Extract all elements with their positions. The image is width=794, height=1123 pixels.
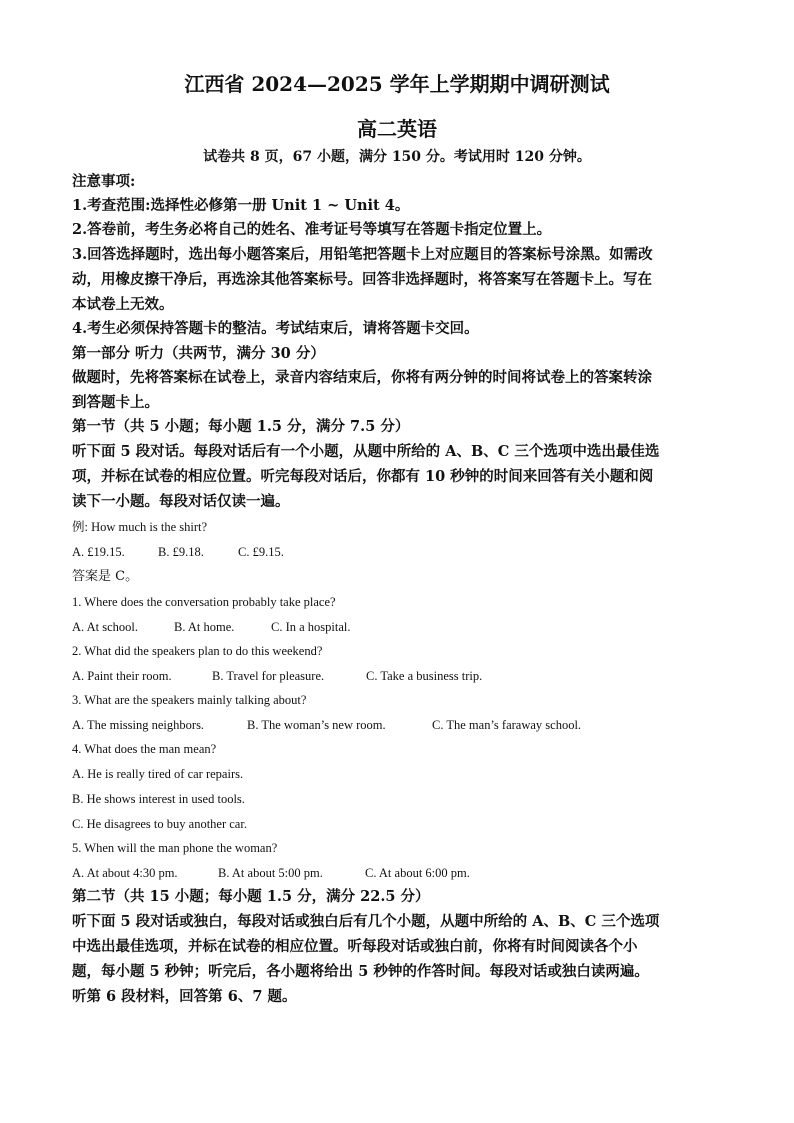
note-3-line-3: 本试卷上无效。 bbox=[72, 296, 174, 313]
example-option-c: C. £9.15. bbox=[238, 545, 284, 559]
section1-intro-line-2: 项，并标在试卷的相应位置。听完每段对话后，你都有 10 秒钟的时间来回答有关小题和阅 bbox=[72, 468, 654, 485]
notes-heading: 注意事项: bbox=[72, 173, 136, 190]
note-4: 4.考生必须保持答题卡的整洁。考试结束后，请将答题卡交回。 bbox=[72, 320, 479, 337]
exam-info: 试卷共 8 页，67 小题，满分 150 分。考试用时 120 分钟。 bbox=[203, 149, 591, 165]
question-2-option-c: C. Take a business trip. bbox=[366, 669, 483, 683]
section1-intro-line-3: 读下一小题。每段对话仅读一遍。 bbox=[72, 493, 290, 510]
question-2-option-a: A. Paint their room. bbox=[72, 669, 172, 683]
section2-intro-line-4: 听第 6 段材料，回答第 6、7 题。 bbox=[72, 988, 297, 1005]
note-3-line-2: 动，用橡皮擦干净后，再选涂其他答案标号。回答非选择题时，将答案写在答题卡上。写在 bbox=[72, 271, 652, 288]
example-option-b: B. £9.18. bbox=[158, 545, 204, 559]
section1-heading: 第一节（共 5 小题；每小题 1.5 分，满分 7.5 分） bbox=[72, 418, 410, 435]
section2-intro-line-3: 题，每小题 5 秒钟；听完后，各小题将给出 5 秒钟的作答时间。每段对话或独白读两遍。 bbox=[72, 963, 649, 980]
question-3-option-c: C. The man’s faraway school. bbox=[432, 718, 582, 732]
section2-intro-line-2: 中选出最佳选项，并标在试卷的相应位置。听每段对话或独白前，你将有时间阅读各个小 bbox=[72, 938, 638, 955]
section2-intro-line-1: 听下面 5 段对话或独白，每段对话或独白后有几个小题，从题中所给的 A、B、C 三个选项 bbox=[72, 913, 660, 930]
exam-title: 江西省 2024—2025 学年上学期期中调研测试 bbox=[184, 72, 610, 96]
note-2: 2.答卷前，考生务必将自己的姓名、准考证号等填写在答题卡指定位置上。 bbox=[72, 221, 552, 238]
example-question: 例: How much is the shirt? bbox=[72, 520, 208, 534]
question-4-option-b: B. He shows interest in used tools. bbox=[72, 792, 245, 806]
exam-subject: 高二英语 bbox=[357, 117, 437, 141]
question-4-option-a: A. He is really tired of car repairs. bbox=[72, 767, 244, 781]
question-2-option-b: B. Travel for pleasure. bbox=[212, 669, 325, 683]
question-3-option-a: A. The missing neighbors. bbox=[72, 718, 205, 732]
part1-intro-line-2: 到答题卡上。 bbox=[72, 394, 159, 411]
question-2: 2. What did the speakers plan to do this weekend? bbox=[72, 644, 323, 658]
note-3-line-1: 3.回答选择题时，选出每小题答案后，用铅笔把答题卡上对应题目的答案标号涂黑。如需改 bbox=[72, 246, 653, 263]
question-1: 1. Where does the conversation probably take place? bbox=[72, 595, 336, 609]
question-4-option-c: C. He disagrees to buy another car. bbox=[72, 817, 247, 831]
question-1-option-b: B. At home. bbox=[174, 620, 235, 634]
question-1-option-c: C. In a hospital. bbox=[271, 620, 351, 634]
section2-heading: 第二节（共 15 小题；每小题 1.5 分，满分 22.5 分） bbox=[72, 888, 430, 905]
question-4: 4. What does the man mean? bbox=[72, 742, 217, 756]
example-option-a: A. £19.15. bbox=[72, 545, 125, 559]
part1-heading: 第一部分 听力（共两节，满分 30 分） bbox=[72, 345, 325, 362]
question-5-option-a: A. At about 4:30 pm. bbox=[72, 866, 178, 880]
section1-intro-line-1: 听下面 5 段对话。每段对话后有一个小题，从题中所给的 A、B、C 三个选项中选出最佳选 bbox=[72, 443, 660, 460]
question-5-option-c: C. At about 6:00 pm. bbox=[365, 866, 470, 880]
part1-intro-line-1: 做题时，先将答案标在试卷上，录音内容结束后，你将有两分钟的时间将试卷上的答案转涂 bbox=[72, 369, 652, 386]
question-3: 3. What are the speakers mainly talking about? bbox=[72, 693, 307, 707]
example-answer: 答案是 C。 bbox=[72, 569, 139, 584]
question-3-option-b: B. The woman’s new room. bbox=[247, 718, 386, 732]
question-5-option-b: B. At about 5:00 pm. bbox=[218, 866, 323, 880]
note-1: 1.考查范围:选择性必修第一册 Unit 1 ~ Unit 4。 bbox=[72, 197, 410, 214]
question-1-option-a: A. At school. bbox=[72, 620, 138, 634]
question-5: 5. When will the man phone the woman? bbox=[72, 841, 278, 855]
